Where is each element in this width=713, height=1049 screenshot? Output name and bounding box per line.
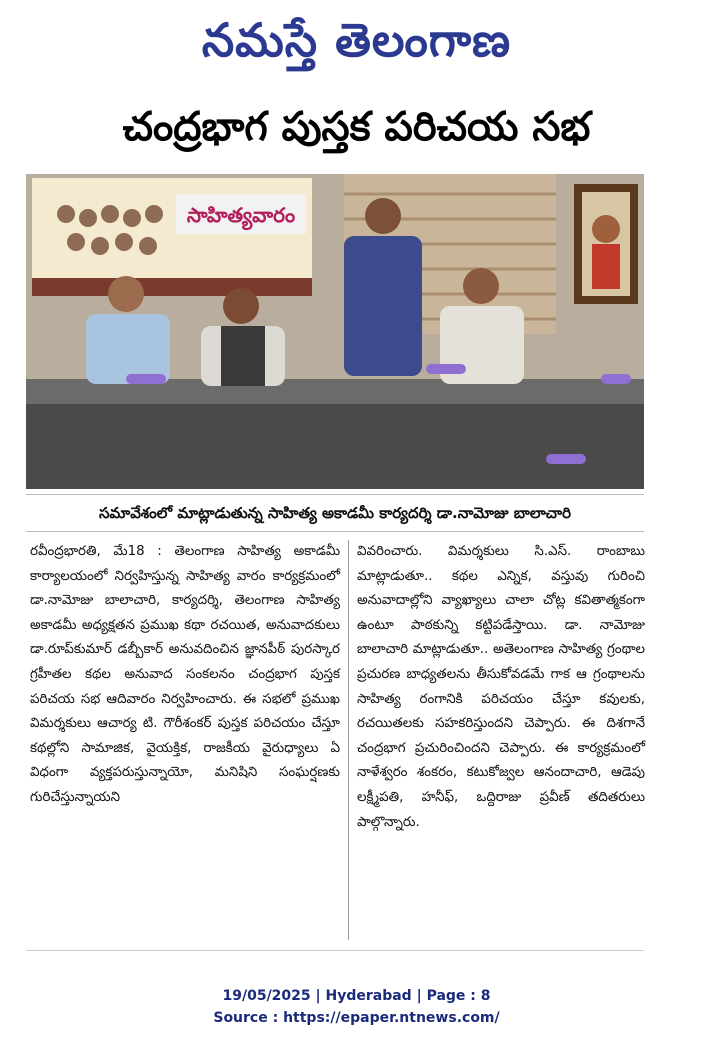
article-column-2 — [357, 540, 645, 835]
article-text-1: రవీంద్రభారతి, మే18 : తెలంగాణ సాహిత్య అకాడమీ కార్యాలయంలో నిర్వహిస్తున్న సాహిత్య వారం కార్యక్రమంలో డా.నామోజు బాలాచారి, కార్యదర్శి, తెలంగాణ సాహిత్య అకాడమీ అధ్యక్షతన ప్రముఖ కథా రచయిత, అనువాదకులు డా.రూప్‌కుమార్ డబ్బీకార్ అనువదించిన జ్ఞానపీఠ్ పురస్కార గ్రహీతల కథల అనువాద సంకలనం చంద్రభాగ పుస్తక పరిచయ సభ ఆదివారం నిర్వహించారు. ఈ సభలో ప్రముఖ విమర్శకులు ఆచార్య టి. గౌరీశంకర్ పుస్తక పరిచయం చేస్తూ కథల్లోని సామాజిక, వైయక్తిక, రాజకీయ వైరుధ్యాలు ఏ విధంగా వ్యక్తపరుస్తున్నాయో, మనిషిని సంఘర్షణకు గురిచేస్తున్నాయని — [30, 544, 340, 805]
masthead-title: నమస్తే తెలంగాణ — [201, 13, 512, 67]
footer-date-line: 19/05/2025 | Hyderabad | Page : 8 — [222, 988, 491, 1004]
bottom-rule — [26, 950, 644, 951]
footer-source-line: Source : https://epaper.ntnews.com/ — [213, 1010, 500, 1026]
photo-caption: సమావేశంలో మాట్లాడుతున్న సాహిత్య అకాడమీ కార్యదర్శి డా.నామోజు బాలాచారి — [26, 494, 644, 532]
column-divider — [348, 540, 349, 940]
banner-text: సాహిత్యవారం — [186, 203, 296, 227]
article-text-2: వివరించారు. విమర్శకులు సి.ఎస్. రాంబాబు మాట్లాడుతూ.. కథల ఎన్నిక, వస్తువు గురించి అనువాదాల్లోని వ్యాఖ్యాలు చాలా చోట్ల కవితాత్మకంగా ఉంటూ పాఠకున్ని కట్టిపడేస్తాయి. డా. నామోజు బాలాచారి మాట్లాడుతూ.. అతెలంగాణ సాహిత్య గ్రంథాల ప్రచురణ బాధ్యతలను తీసుకోవడమే గాక ఆ గ్రంథాలను సాహిత్య రంగానికి పరిచయం చేస్తూ కవులకు, రచయితలకు సహకరిస్తుందని చెప్పారు. ఈ దిశగానే చంద్రభాగ ప్రచురించిందని చెప్పారు. ఈ కార్యక్రమంలో నాళేశ్వరం శంకరం, కటుకోజ్వల ఆనందాచారి, ఆడెపు లక్ష్మీపతి, హనీఫ్, ఒద్దిరాజు ప్రవీణ్ తదితరులు పాల్గొన్నారు. — [357, 544, 645, 830]
headline: చంద్రభాగ పుస్తక పరిచయ సభ — [122, 104, 591, 150]
news-photo — [26, 174, 644, 489]
article-column-1 — [30, 540, 340, 811]
